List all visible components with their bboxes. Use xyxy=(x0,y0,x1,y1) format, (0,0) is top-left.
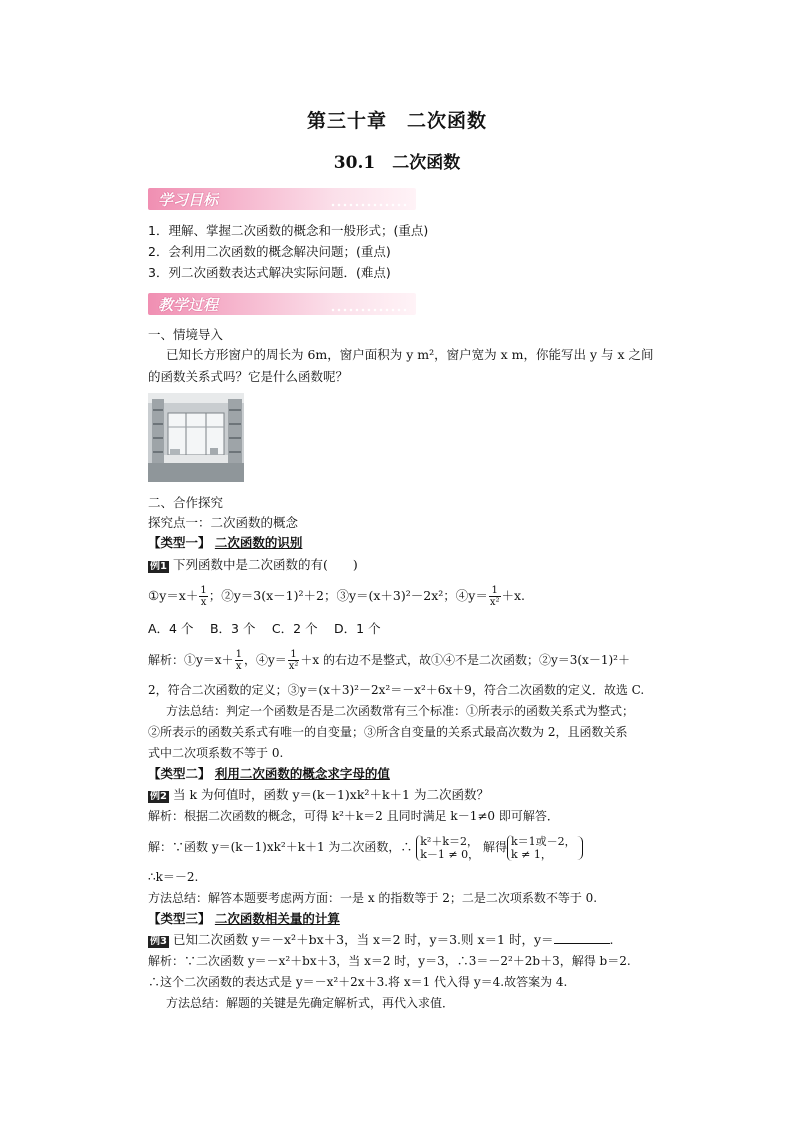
process-banner-label: 教学过程 xyxy=(158,296,219,314)
analysis-part-b: ，④y＝ xyxy=(243,653,287,667)
explore-point-1: 探究点一：二次函数的概念 xyxy=(148,515,299,530)
example-3-question xyxy=(148,931,614,949)
type-2-title: 利用二次函数的概念求字母的值 xyxy=(214,766,390,781)
type-2-heading xyxy=(148,765,390,783)
example-3-period: . xyxy=(609,932,614,947)
goals-banner-label: 学习目标 xyxy=(158,191,219,209)
type-3-bracket: 【类型三】 xyxy=(148,911,211,926)
solution-system xyxy=(507,835,576,861)
system-result-1: k＝1或－2， xyxy=(510,834,576,848)
process-banner xyxy=(148,293,416,315)
banner-dots xyxy=(330,203,410,207)
type-2-bracket: 【类型二】 xyxy=(148,766,211,781)
goal-item-3: 3．列二次函数表达式解决实际问题．(难点) xyxy=(148,265,391,280)
section-title: 30.1 二次函数 xyxy=(333,153,461,173)
example-1-summary-end: 式中二次项系数不等于 0. xyxy=(148,746,284,760)
intro-text: 已知长方形窗户的周长为 6m，窗户面积为 y m²，窗户宽为 x m，你能写出 y 与 x 之间 xyxy=(166,347,654,362)
type-1-heading xyxy=(148,534,302,552)
goal-item-1: 1．理解、掌握二次函数的概念和一般形式；(重点) xyxy=(148,223,429,238)
closing-brace xyxy=(576,836,583,860)
option-part-c: ＋x. xyxy=(501,588,526,603)
example-1-choices: A．4 个 B．3 个 C．2 个 D．1 个 xyxy=(148,621,381,636)
example-3-analysis: 解析：∵二次函数 y＝－x²＋bx＋3，当 x＝2 时，y＝3，∴3＝－2²＋2b＋3，解得 b＝2. xyxy=(148,954,631,968)
chapter-title: 第三十章 二次函数 xyxy=(306,110,487,132)
window-photo-drawing xyxy=(148,393,244,482)
example-3-text: 已知二次函数 y＝－x²＋bx＋3，当 x＝2 时，y＝3.则 x＝1 时，y＝ xyxy=(172,932,554,947)
solution-part-b: 解得 xyxy=(482,840,507,854)
type-3-title: 二次函数相关量的计算 xyxy=(214,911,340,926)
example-2-conclusion: ∴k＝－2. xyxy=(148,870,199,884)
system-eq-2: k－1 ≠ 0， xyxy=(420,847,480,861)
example-1-tag: 例1 xyxy=(150,561,167,572)
type-1-title: 二次函数的识别 xyxy=(214,535,303,550)
example-1-analysis-cont: 2，符合二次函数的定义；③y＝(x＋3)²－2x²＝－x²＋6x＋9，符合二次函数的定义．故选 C. xyxy=(148,683,645,697)
goal-item-2: 2．会利用二次函数的概念解决问题；(重点) xyxy=(148,244,391,259)
type-3-heading xyxy=(148,910,340,928)
frac-numerator: 1 xyxy=(489,585,501,597)
example-2-tag: 例2 xyxy=(150,791,167,802)
frac-denominator: x² xyxy=(489,597,500,608)
equation-system xyxy=(416,835,479,861)
system-result-2: k ≠ 1， xyxy=(510,847,552,861)
example-3-summary: 方法总结：解题的关键是先确定解析式，再代入求值． xyxy=(166,996,455,1010)
intro-text-cont: 的函数关系式吗？它是什么函数呢？ xyxy=(148,369,349,384)
example-1-text: 下列函数中是二次函数的有( ) xyxy=(172,557,358,572)
example-1-options xyxy=(148,582,525,610)
fraction-1-over-x2 xyxy=(489,585,501,608)
example-2-summary: 方法总结：解答本题要考虑两方面：一是 x 的指数等于 2；二是二次项系数不等于 0. xyxy=(148,891,598,905)
section-heading-intro: 一、情境导入 xyxy=(148,327,224,342)
example-2-text: 当 k 为何值时，函数 y＝(k－1)xk²＋k＋1 为二次函数？ xyxy=(172,787,489,802)
type-1-bracket: 【类型一】 xyxy=(148,535,211,550)
banner-dots xyxy=(330,308,410,312)
analysis-part-c: ＋x 的右边不是整式，故①④不是二次函数；②y＝3(x－1)²＋ xyxy=(300,653,630,667)
frac-denominator: x² xyxy=(288,661,299,672)
example-3-tag: 例3 xyxy=(150,936,167,947)
frac-numerator: 1 xyxy=(200,585,207,596)
example-3-analysis-cont: ∴这个二次函数的表达式是 y＝－x²＋2x＋3.将 x＝1 代入得 y＝4.故答案为 4. xyxy=(148,975,568,989)
frac-denominator: x xyxy=(200,597,207,608)
fraction-1-over-x2 xyxy=(288,649,300,672)
frac-denominator: x xyxy=(235,661,242,672)
answer-blank xyxy=(554,931,610,944)
goals-banner xyxy=(148,188,416,210)
section-heading-explore: 二、合作探究 xyxy=(148,495,224,510)
example-1-summary: 方法总结：判定一个函数是否是二次函数常有三个标准：①所表示的函数关系式为整式； xyxy=(166,704,635,718)
example-2-analysis: 解析：根据二次函数的概念，可得 k²＋k＝2 且同时满足 k－1≠0 即可解答． xyxy=(148,809,559,823)
window-room-photo xyxy=(148,393,244,482)
system-eq-1: k²＋k＝2， xyxy=(420,834,479,848)
solution-part-a: 解：∵函数 y＝(k－1)xk²＋k＋1 为二次函数，∴ xyxy=(148,840,413,854)
example-2-solution xyxy=(148,832,583,862)
example-1-analysis xyxy=(148,646,630,674)
analysis-part-a: 解析：①y＝x＋ xyxy=(148,653,234,667)
option-part-b: ；②y＝3(x－1)²＋2；③y＝(x＋3)²－2x²；④y＝ xyxy=(208,588,488,603)
fraction-1-over-x xyxy=(199,585,207,608)
frac-numerator: 1 xyxy=(288,649,300,661)
example-1-question xyxy=(148,556,358,574)
fraction-1-over-x xyxy=(235,649,243,672)
option-part-a: ①y＝x＋ xyxy=(148,588,199,603)
frac-numerator: 1 xyxy=(235,649,242,660)
example-2-question xyxy=(148,786,489,804)
example-1-summary-cont: ②所表示的函数关系式有唯一的自变量；③所含自变量的关系式最高次数为 2，且函数关系 xyxy=(148,725,628,739)
